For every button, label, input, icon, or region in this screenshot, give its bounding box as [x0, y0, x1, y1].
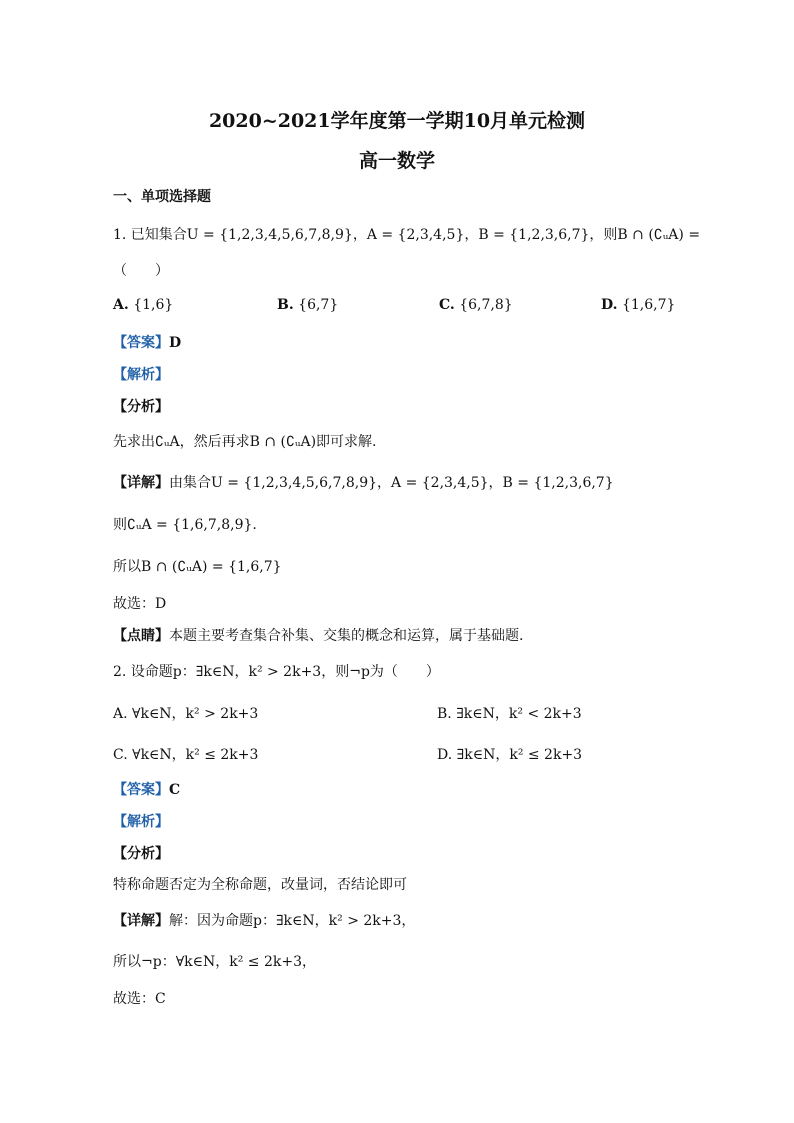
q2-step-1: 所以¬p：∀k∈N，k² ≤ 2k+3，: [113, 954, 316, 970]
q1-option-c: [439, 297, 513, 313]
q1-option-c-label: C.: [439, 297, 455, 313]
q1-guxuan: 故选：D: [113, 596, 167, 612]
q1-xiangjie: [113, 472, 614, 492]
q1-option-b-label: B.: [277, 297, 294, 313]
q1-option-a-label: A.: [113, 297, 129, 313]
question-1-stem: 1. 已知集合U = {1,2,3,4,5,6,7,8,9}，A = {2,3,4,5}，B = {1,2,3,6,7}，则B ∩ (∁ᵤA) =: [113, 227, 701, 243]
q1-xiangjie-text: 由集合U = {1,2,3,4,5,6,7,8,9}，A = {2,3,4,5}，B = {1,2,3,6,7}: [169, 475, 614, 491]
question-1-paren: （ ）: [113, 263, 169, 279]
q1-option-c-value: {6,7,8}: [459, 297, 513, 313]
q2-option-a-value: ∀k∈N，k² > 2k+3: [132, 706, 259, 722]
q1-dianjing: [113, 625, 523, 645]
q1-option-a-value: {1,6}: [133, 297, 174, 313]
q1-step-1: 则∁ᵤA = {1,6,7,8,9}.: [113, 517, 257, 533]
section-heading: 一、单项选择题: [113, 189, 211, 205]
q2-guxuan: 故选：C: [113, 991, 166, 1007]
q2-answer-tag: 【答案】: [113, 782, 169, 798]
q2-fenxi-tag: 【分析】: [113, 846, 169, 862]
q2-xiangjie-text: 解：因为命题p：∃k∈N，k² > 2k+3，: [169, 913, 416, 929]
page-title: 2020~2021学年度第一学期10月单元检测: [208, 110, 586, 132]
q1-option-a: [113, 297, 173, 313]
q2-fenxi-text: 特称命题否定为全称命题，改量词，否结论即可: [113, 877, 407, 893]
q1-option-b-value: {6,7}: [298, 297, 339, 313]
q2-option-d-value: ∃k∈N，k² ≤ 2k+3: [456, 747, 583, 763]
q1-answer: [113, 332, 181, 352]
q2-option-c-value: ∀k∈N，k² ≤ 2k+3: [132, 747, 259, 763]
q1-option-b: [277, 297, 338, 313]
q1-answer-value: D: [169, 335, 182, 351]
q1-jiexi-tag: 【解析】: [113, 367, 169, 383]
q1-option-d: [601, 297, 675, 313]
q2-option-a-label: A.: [113, 706, 128, 722]
q2-option-b-label: B.: [437, 706, 452, 722]
q2-jiexi-tag: 【解析】: [113, 814, 169, 830]
q1-dianjing-tag: 【点睛】: [113, 628, 169, 644]
q2-option-b-value: ∃k∈N，k² < 2k+3: [456, 706, 582, 722]
q2-option-b: [437, 703, 582, 723]
q1-option-d-label: D.: [601, 297, 618, 313]
q1-answer-tag: 【答案】: [113, 335, 169, 351]
q1-fenxi-tag: 【分析】: [113, 399, 169, 415]
q2-answer: [113, 779, 180, 799]
q2-option-c: [113, 744, 258, 764]
q2-option-c-label: C.: [113, 747, 128, 763]
q2-option-a: [113, 703, 258, 723]
q2-option-d-label: D.: [437, 747, 453, 763]
page-subtitle: 高一数学: [358, 150, 435, 172]
q2-option-d: [437, 744, 582, 764]
q2-xiangjie-tag: 【详解】: [113, 913, 169, 929]
q1-xiangjie-tag: 【详解】: [113, 475, 169, 491]
q1-dianjing-text: 本题主要考查集合补集、交集的概念和运算，属于基础题.: [169, 628, 524, 644]
q1-fenxi-text: 先求出∁ᵤA，然后再求B ∩ (∁ᵤA)即可求解.: [113, 434, 377, 450]
question-2-stem: 2. 设命题p：∃k∈N，k² > 2k+3，则¬p为（ ）: [113, 664, 440, 680]
q1-option-d-value: {1,6,7}: [621, 297, 676, 313]
q2-xiangjie: [113, 910, 415, 930]
q1-step-2: 所以B ∩ (∁ᵤA) = {1,6,7}: [113, 559, 282, 575]
q2-answer-value: C: [169, 782, 181, 798]
